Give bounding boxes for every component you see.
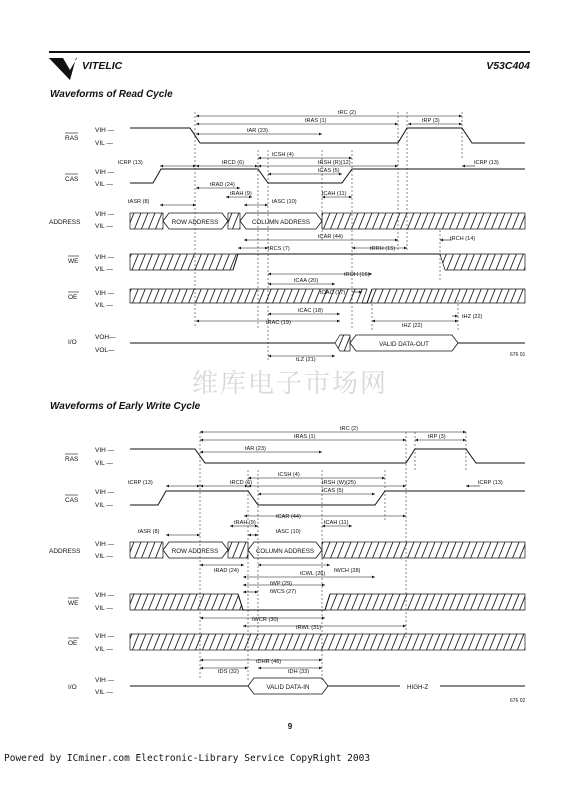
w-signal-cas: CAS [65,497,79,504]
read-tar: tAR (23) [247,128,268,134]
read-trac: tRAC (19) [266,320,291,326]
w-signal-address: ADDRESS [49,548,81,555]
read-thz-b: tHZ (22) [462,314,483,320]
read-tlz: tLZ (21) [296,357,316,363]
read-trrh: tRRH (15) [370,246,396,252]
write-tasr: tASR (8) [138,529,160,535]
w-signal-io: I/O [68,684,77,691]
write-trsh: tRSH (W)(25) [322,480,356,486]
write-twch: tWCH (28) [334,568,361,574]
write-tdh: tDH (33) [288,669,310,675]
brand-name: VITELIC [82,60,123,72]
write-trcd: tRCD (6) [230,480,253,486]
read-trp: tRP (3) [422,118,440,124]
ras-waveform [130,128,525,143]
w-cas-vil: VIL — [95,502,113,509]
w-we-vil: VIL — [95,605,113,612]
read-tcsh: tCSH (4) [272,152,294,158]
write-tcrp2: tCRP (13) [478,480,503,486]
valid-data-in-box: VALID DATA-IN [266,684,310,691]
write-trwl: tRWL (31) [296,625,322,631]
read-tcac: tCAC (18) [298,308,323,314]
read-troh: tROH (16) [344,272,370,278]
w-ras-vil: VIL — [95,460,113,467]
read-tcar: tCAR (44) [318,234,343,240]
write-trp: tRP (3) [428,434,446,440]
signal-address: ADDRESS [49,219,81,226]
page-number: 9 [287,722,293,731]
write-tar: tAR (23) [245,446,266,452]
read-trc: tRC (2) [338,110,357,116]
write-trah: tRAH (9) [234,520,256,526]
signal-ras: RAS [65,135,79,142]
write-tds: tDS (32) [218,669,239,675]
w-ras-vih: VIH — [95,447,115,454]
read-trah: tRAH (9) [230,191,252,197]
address-waveform [130,213,525,229]
read-tcrp1: tCRP (13) [118,160,143,166]
signal-oe: OE [68,294,78,301]
w-oe-vil: VIL — [95,646,113,653]
read-tcaa: tCAA (20) [294,278,319,284]
oe-vil: VIL — [95,302,113,309]
read-trcs: tRCS (7) [268,246,290,252]
we-vil: VIL — [95,266,113,273]
w-oe-vih: VIH — [95,633,115,640]
io-waveform [130,335,525,351]
write-tcas: tCAS (5) [322,488,344,494]
write-tcar: tCAR (44) [276,514,301,520]
valid-data-out-box: VALID DATA-OUT [379,341,429,348]
w-oe-waveform [130,634,525,650]
write-cycle-title: Waveforms of Early Write Cycle [50,401,201,412]
w-cas-vih: VIH — [95,489,115,496]
read-tras: tRAS (1) [305,118,327,124]
read-tcrp2: tCRP (13) [474,160,499,166]
w-signal-we: WE [68,600,79,607]
w-row-address-box: ROW ADDRESS [171,548,219,555]
w-signal-oe: OE [68,640,78,647]
write-twp: tWP (29) [270,581,292,587]
read-cycle-diagram [49,89,526,363]
read-trad: tRAD (24) [210,182,235,188]
addr-vil: VIL — [95,223,113,230]
signal-io: I/O [68,339,77,346]
read-timings [118,110,499,363]
write-tcwl: tCWL (26) [300,571,326,577]
read-figure-number: 676 01 [510,352,526,358]
ras-vil: VIL — [95,140,113,147]
w-we-vih: VIH — [95,592,115,599]
write-tcrp1: tCRP (13) [128,480,153,486]
signal-we: WE [68,258,79,265]
write-cycle-diagram [49,401,526,704]
w-signal-ras: RAS [65,456,79,463]
write-trad: tRAD (24) [214,568,239,574]
signal-cas: CAS [65,176,79,183]
oe-vih: VIH — [95,290,115,297]
read-trch: tRCH (14) [450,236,476,242]
ras-vih: VIH — [95,127,115,134]
w-io-vih: VIH — [95,677,115,684]
read-tcas: tCAS (5) [318,168,340,174]
w-addr-vih: VIH — [95,541,115,548]
cas-vih: VIH — [95,169,115,176]
write-twcr: tWCR (30) [252,617,279,623]
w-addr-vil: VIL — [95,553,113,560]
write-figure-number: 676 02 [510,698,526,704]
write-trc: tRC (2) [340,426,359,432]
watermark: 维库电子市场网 [191,369,389,399]
read-cycle-title: Waveforms of Read Cycle [50,89,173,100]
read-tasr: tASR (8) [128,199,150,205]
w-io-waveform [130,678,525,694]
write-twcs: tWCS (27) [270,589,297,595]
high-z-label: HIGH-Z [407,684,429,691]
addr-vih: VIH — [95,211,115,218]
write-tcsh: tCSH (4) [278,472,300,478]
write-tasc: tASC (10) [276,529,301,535]
read-tasc: tASC (10) [272,199,297,205]
read-thz-a: tHZ (22) [402,323,423,329]
column-address-box: COLUMN ADDRESS [251,219,311,226]
write-tras: tRAS (1) [294,434,316,440]
w-address-waveform [130,542,525,558]
w-io-vil: VIL — [95,689,113,696]
io-vol: VOL— [95,347,115,354]
we-waveform [130,254,525,270]
footer-copyright: Powered by ICminer.com Electronic-Library Service CopyRight 2003 [4,753,371,764]
read-tcah: tCAH (11) [322,191,347,197]
read-trsh: tRSH (R)(12) [318,160,351,166]
write-tcah: tCAH (11) [324,520,349,526]
w-column-address-box: COLUMN ADDRESS [255,548,315,555]
page-header [49,52,530,80]
we-vih: VIH — [95,254,115,261]
cas-vil: VIL — [95,181,113,188]
row-address-box: ROW ADDRESS [171,219,219,226]
w-we-waveform [130,594,525,610]
read-toac: tOAC (17) [320,290,346,296]
io-voh: VOH— [95,334,116,341]
part-number: V53C404 [486,60,530,72]
read-trcd: tRCD (6) [222,160,245,166]
write-tdhr: tDHR (46) [256,659,282,665]
